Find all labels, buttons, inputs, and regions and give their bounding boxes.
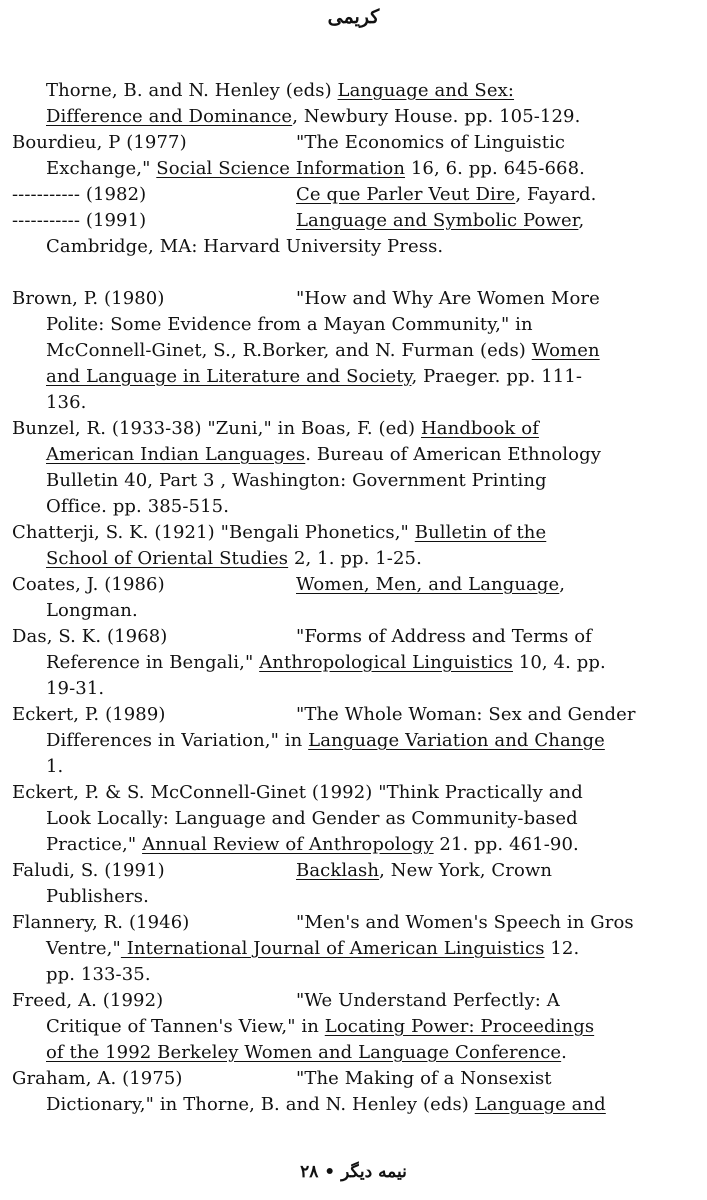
underlined-title: School of Oriental Studies <box>46 548 289 569</box>
text-run: Bulletin 40, Part 3 , Washington: Government Printing <box>46 470 547 491</box>
text-run: Thorne, B. and N. Henley (eds) <box>46 80 338 101</box>
text-run: "How and Why Are Women More <box>296 288 600 309</box>
text-run: Bourdieu, P (1977) <box>12 132 187 153</box>
reference-line-faludi-2 <box>46 884 149 910</box>
text-run: "We Understand Perfectly: A <box>296 990 560 1011</box>
underlined-title: Difference and Dominance <box>46 106 293 127</box>
reference-line-graham-1 <box>12 1066 183 1092</box>
text-run: Eckert, P. & S. McConnell-Ginet (1992) "Think Practically and <box>12 782 583 803</box>
underlined-title: and Language in Literature and Society <box>46 366 412 387</box>
reference-line-freed-3 <box>46 1040 567 1066</box>
text-run: Ventre," <box>46 938 121 959</box>
text-run: Graham, A. (1975) <box>12 1068 183 1089</box>
text-run: "Men's and Women's Speech in Gros <box>296 912 634 933</box>
reference-line-eckert89-1 <box>12 702 166 728</box>
underlined-title: Language and Symbolic Power <box>296 210 579 231</box>
text-run: McConnell-Ginet, S., R.Borker, and N. Furman (eds) <box>46 340 532 361</box>
reference-line-eckert89-1-title <box>296 702 636 728</box>
text-run: Dictionary," in Thorne, B. and N. Henley (eds) <box>46 1094 475 1115</box>
reference-line-das-3 <box>46 676 104 702</box>
reference-line-faludi-1 <box>12 858 165 884</box>
text-run: Bunzel, R. (1933-38) "Zuni," in Boas, F. (ed) <box>12 418 421 439</box>
underlined-title: Social Science Information <box>156 158 406 179</box>
reference-line-flannery-1 <box>12 910 189 936</box>
text-run: , Fayard. <box>515 184 597 205</box>
text-run: Critique of Tannen's View," in <box>46 1016 325 1037</box>
reference-line-chatterji-1 <box>12 520 546 546</box>
underlined-title: Anthropological Linguistics <box>259 652 513 673</box>
underlined-title: Women, Men, and Language <box>296 574 560 595</box>
reference-line-bourdieu-3-title <box>296 182 596 208</box>
reference-line-thorne-2 <box>46 104 580 130</box>
text-run: Eckert, P. (1989) <box>12 704 166 725</box>
reference-line-eckert89-2 <box>46 728 605 754</box>
reference-line-flannery-2 <box>46 936 579 962</box>
text-run: "The Economics of Linguistic <box>296 132 566 153</box>
text-run: Practice," <box>46 834 143 855</box>
text-run: "The Making of a Nonsexist <box>296 1068 552 1089</box>
text-run: Chatterji, S. K. (1921) "Bengali Phonetics," <box>12 522 415 543</box>
reference-line-bunzel-3 <box>46 468 547 494</box>
text-run: , <box>559 574 566 595</box>
underlined-title: American Indian Languages <box>46 444 306 465</box>
reference-line-coates-2 <box>46 598 138 624</box>
text-run: , <box>578 210 585 231</box>
reference-line-graham-2 <box>46 1092 606 1118</box>
reference-line-bunzel-2 <box>46 442 601 468</box>
reference-line-freed-1-title <box>296 988 560 1014</box>
reference-line-bourdieu-4-title <box>296 208 584 234</box>
text-run: Brown, P. (1980) <box>12 288 165 309</box>
text-run: 1. <box>46 756 64 777</box>
text-run: 21. pp. 461-90. <box>433 834 579 855</box>
text-run: Coates, J. (1986) <box>12 574 165 595</box>
underlined-title: Language and <box>474 1094 606 1115</box>
underlined-title: Handbook of <box>420 418 539 439</box>
text-run: pp. 133-35. <box>46 964 151 985</box>
text-run: , Praeger. pp. 111- <box>411 366 583 387</box>
text-run: 16, 6. pp. 645-668. <box>405 158 585 179</box>
reference-line-bourdieu-2 <box>46 156 585 182</box>
text-run: Publishers. <box>46 886 149 907</box>
reference-line-bunzel-4 <box>46 494 229 520</box>
text-run: . Bureau of American Ethnology <box>305 444 601 465</box>
text-run: 19-31. <box>46 678 105 699</box>
reference-line-bourdieu-5 <box>46 234 443 260</box>
reference-line-bourdieu-1 <box>12 130 187 156</box>
reference-line-bourdieu-4 <box>12 208 146 234</box>
underlined-title: of the 1992 Berkeley Women and Language Conference <box>46 1042 562 1063</box>
text-run: Polite: Some Evidence from a Mayan Community," in <box>46 314 533 335</box>
reference-line-bourdieu-1-title <box>296 130 565 156</box>
text-run: , Newbury House. pp. 105-129. <box>292 106 581 127</box>
text-run: . <box>561 1042 567 1063</box>
underlined-title: Language Variation and Change <box>308 730 605 751</box>
page-footer: نیمه دیگر • ۲۸ <box>300 1162 407 1182</box>
reference-line-brown-1 <box>12 286 164 312</box>
text-run: Reference in Bengali," <box>46 652 260 673</box>
text-run: 10, 4. pp. <box>512 652 606 673</box>
reference-line-freed-2 <box>46 1014 594 1040</box>
text-run: 12. <box>544 938 580 959</box>
text-run: Look Locally: Language and Gender as Community-based <box>46 808 578 829</box>
reference-line-das-1-title <box>296 624 592 650</box>
text-run: Longman. <box>46 600 138 621</box>
reference-line-flannery-3 <box>46 962 151 988</box>
reference-line-graham-1-title <box>296 1066 552 1092</box>
underlined-title: Language and Sex: <box>337 80 515 101</box>
reference-line-flannery-1-title <box>296 910 634 936</box>
reference-line-brown-5 <box>46 390 86 416</box>
reference-line-brown-4 <box>46 364 582 390</box>
text-run: Freed, A. (1992) <box>12 990 164 1011</box>
text-run: ----------- (1991) <box>12 210 147 231</box>
text-run: Faludi, S. (1991) <box>12 860 165 881</box>
reference-line-bourdieu-3 <box>12 182 146 208</box>
underlined-title: Ce que Parler Veut Dire <box>296 184 516 205</box>
text-run: , New York, Crown <box>379 860 553 881</box>
text-run: Flannery, R. (1946) <box>12 912 190 933</box>
page-header-author: کریمی <box>327 6 380 28</box>
reference-line-brown-1-title <box>296 286 600 312</box>
text-run: 2, 1. pp. 1-25. <box>288 548 422 569</box>
text-run: "The Whole Woman: Sex and Gender <box>296 704 636 725</box>
reference-line-eckert92-3 <box>46 832 579 858</box>
reference-line-brown-3 <box>46 338 600 364</box>
reference-line-eckert92-1 <box>12 780 583 806</box>
text-run: Das, S. K. (1968) <box>12 626 168 647</box>
text-run: Differences in Variation," in <box>46 730 309 751</box>
underlined-title: Women <box>531 340 600 361</box>
reference-line-freed-1 <box>12 988 163 1014</box>
reference-line-brown-2 <box>46 312 533 338</box>
reference-line-coates-1-title <box>296 572 565 598</box>
reference-line-chatterji-2 <box>46 546 422 572</box>
reference-line-das-2 <box>46 650 606 676</box>
underlined-title: Locating Power: Proceedings <box>324 1016 595 1037</box>
underlined-title: Bulletin of the <box>414 522 547 543</box>
text-run: "Forms of Address and Terms of <box>296 626 592 647</box>
underlined-title: Annual Review of Anthropology <box>142 834 434 855</box>
reference-line-thorne-1 <box>46 78 514 104</box>
text-run: Cambridge, MA: Harvard University Press. <box>46 236 444 257</box>
text-run: ----------- (1982) <box>12 184 147 205</box>
reference-line-eckert92-2 <box>46 806 578 832</box>
reference-line-das-1 <box>12 624 167 650</box>
reference-line-faludi-1-title <box>296 858 552 884</box>
reference-line-coates-1 <box>12 572 165 598</box>
text-run: Exchange," <box>46 158 157 179</box>
reference-line-eckert89-3 <box>46 754 63 780</box>
underlined-title: Backlash <box>296 860 380 881</box>
underlined-title: International Journal of American Linguistics <box>120 938 545 959</box>
text-run: Office. pp. 385-515. <box>46 496 230 517</box>
text-run: 136. <box>46 392 87 413</box>
reference-line-bunzel-1 <box>12 416 539 442</box>
